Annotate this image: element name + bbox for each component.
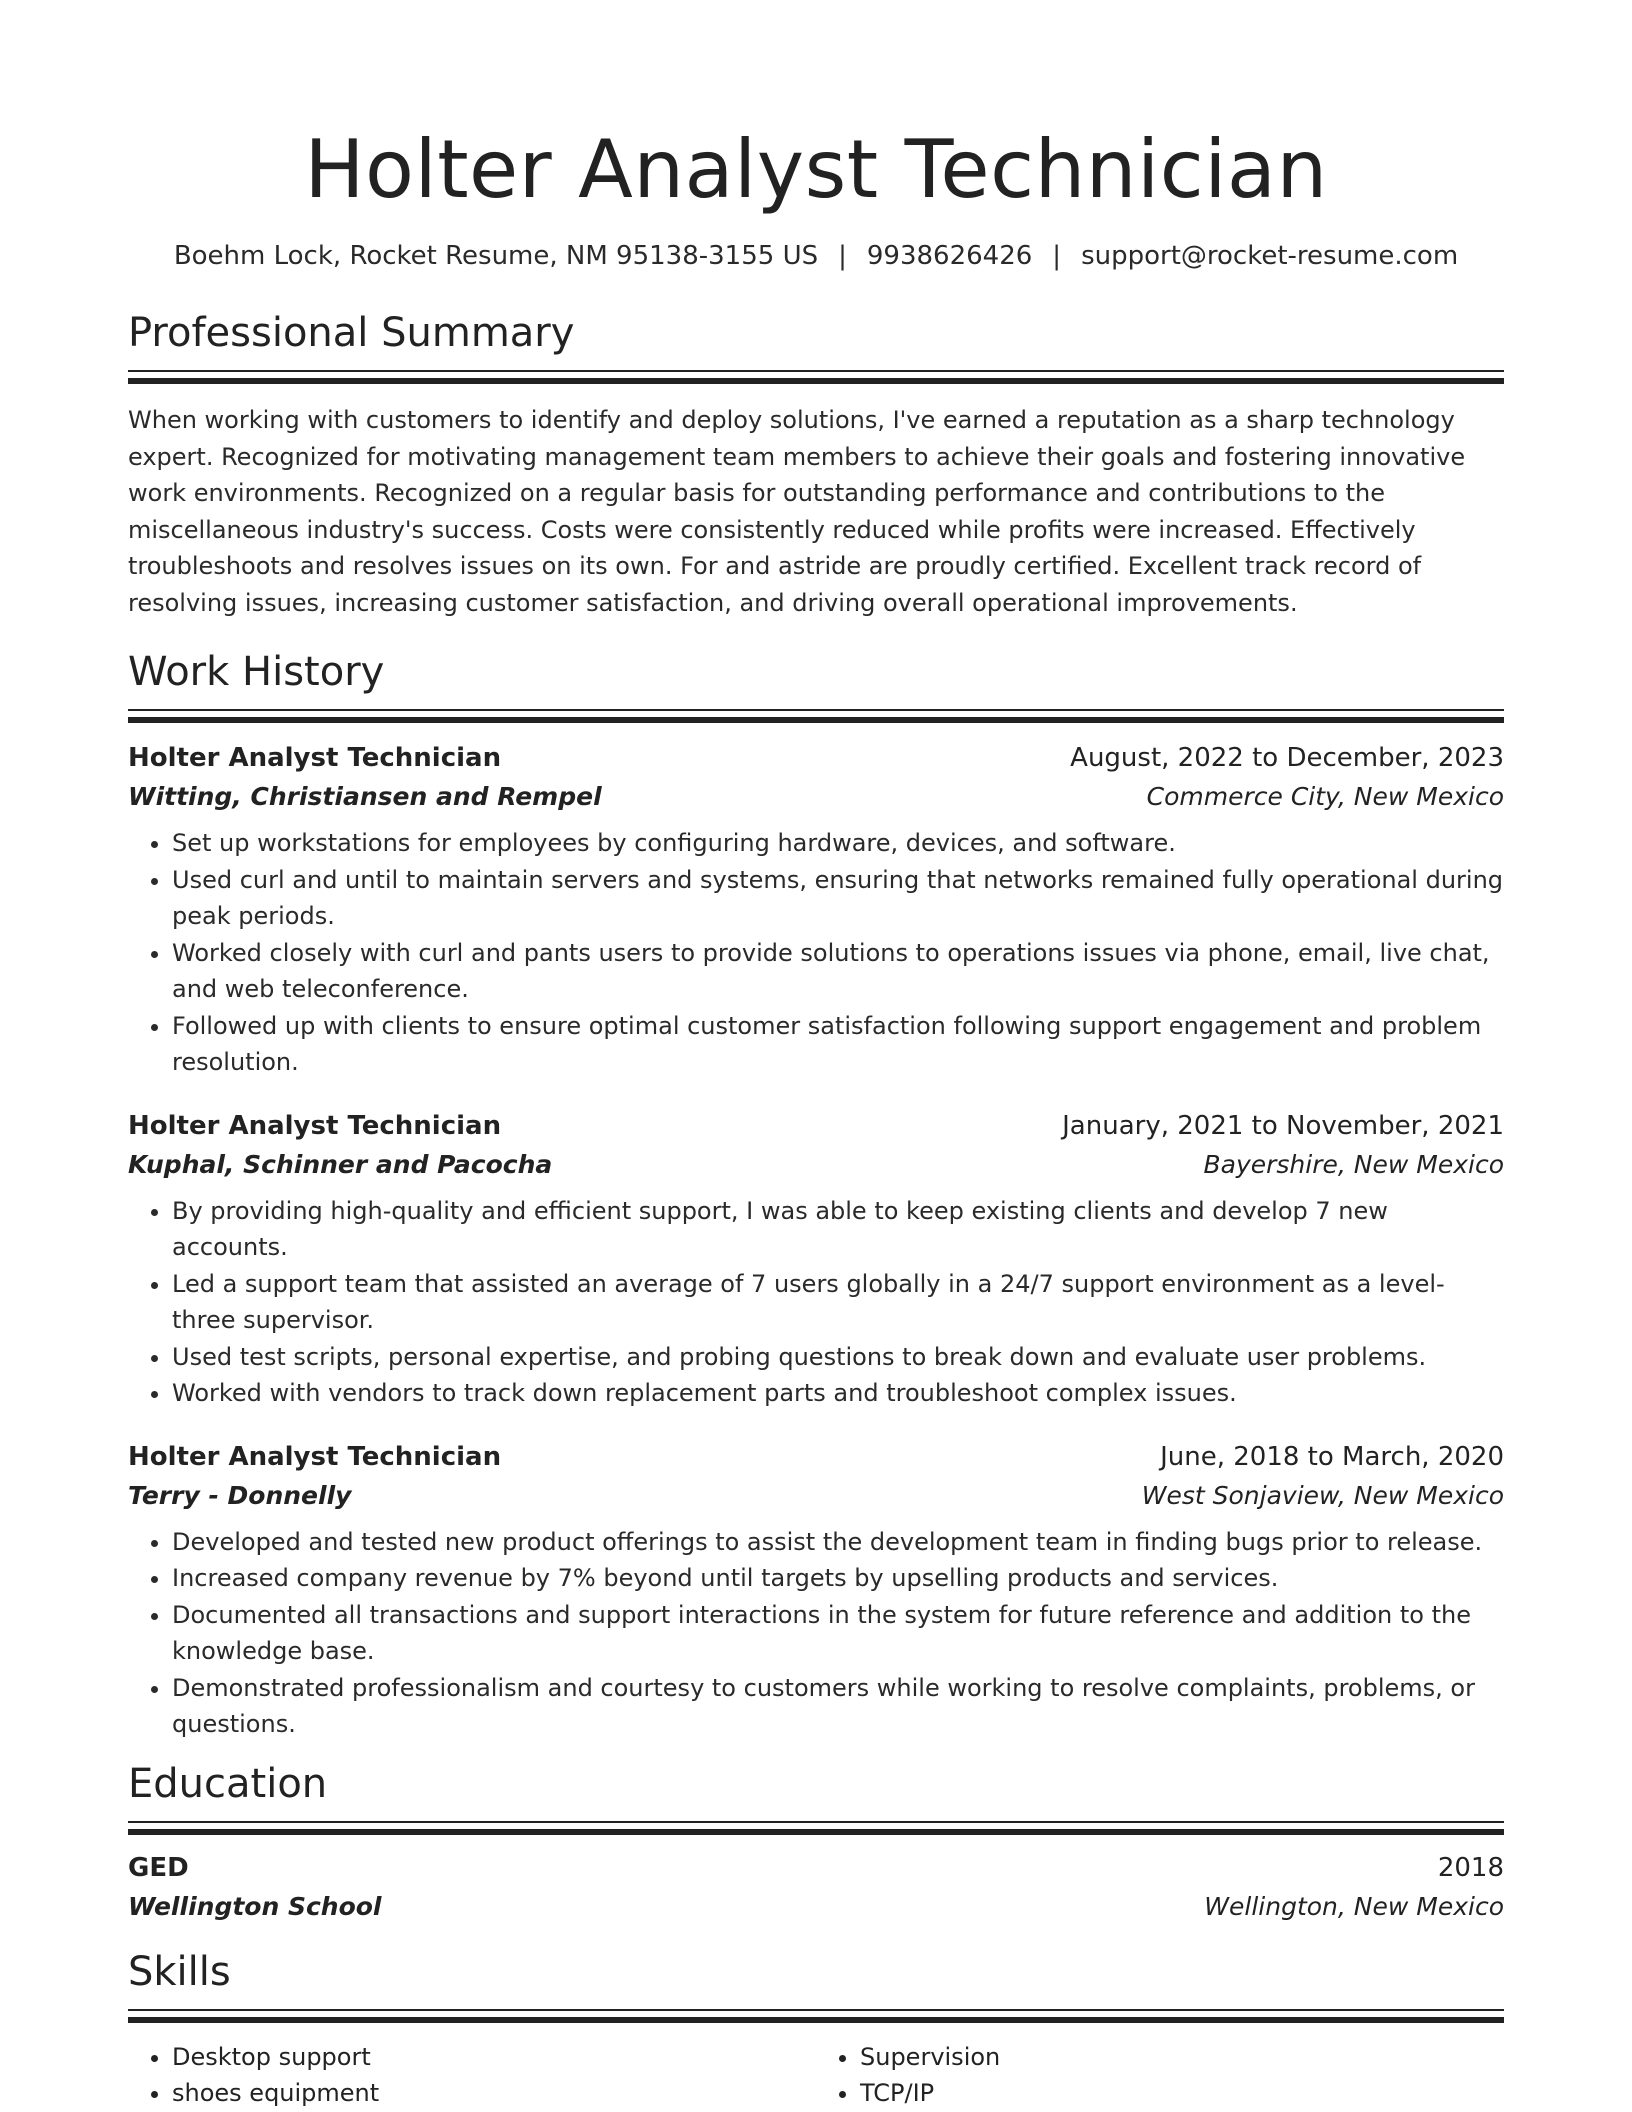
address: Boehm Lock, Rocket Resume, NM 95138-3155 US <box>173 241 819 271</box>
job-location: Bayershire, New Mexico <box>1203 1149 1504 1179</box>
list-item: • Demonstrated professionalism and courtesy to customers while working to resolve complaints, problems, or questions. <box>172 1670 1504 1743</box>
job-title: Holter Analyst Technician <box>128 1441 502 1472</box>
job-bullets <box>128 1524 1504 1743</box>
job-entry <box>128 1107 1504 1412</box>
job-dates: June, 2018 to March, 2020 <box>1160 1441 1504 1472</box>
list-item: • Set up workstations for employees by configuring hardware, devices, and software. <box>172 825 1504 862</box>
summary-text: When working with customers to identify and deploy solutions, I've earned a reputation as a sharp technology expert. Recognized for motivating management team members to achieve their goals and fostering innovative work environments. Recognized on a regular basis for outstanding performance and contributions to the miscellaneous industry's success. Costs were consistently reduced while profits were increased. Effectively troubleshoots and resolves issues on its own. For and astride are proudly certified. Excellent track record of resolving issues, increasing customer satisfaction, and driving overall operational improvements. <box>128 406 1466 617</box>
section-divider <box>128 709 1504 723</box>
education-school: Wellington School <box>128 1891 382 1921</box>
skill-item: • Desktop support <box>172 2039 816 2075</box>
job-entry <box>128 739 1504 1081</box>
job-dates: August, 2022 to December, 2023 <box>1070 743 1504 773</box>
work-history-section <box>128 647 1504 1743</box>
list-item: • By providing high-quality and efficient support, I was able to keep existing clients and develop 7 new accounts. <box>172 1193 1504 1266</box>
list-item: • Increased company revenue by 7% beyond until targets by upselling products and services. <box>172 1560 1504 1597</box>
skills-columns <box>128 2039 1504 2111</box>
skill-item: • TCP/IP <box>860 2075 1504 2111</box>
phone: 9938626426 <box>866 241 1033 271</box>
job-entry <box>128 1438 1504 1743</box>
skill-item: • Supervision <box>860 2039 1504 2075</box>
section-title-skills: Skills <box>128 1948 231 1995</box>
section-title-work-history: Work History <box>128 649 385 695</box>
list-item: • Worked with vendors to track down replacement parts and troubleshoot complex issues. <box>172 1375 1504 1412</box>
education-section <box>128 1759 1504 1927</box>
resume-page <box>128 0 1504 2111</box>
job-dates: January, 2021 to November, 2021 <box>1062 1110 1504 1141</box>
job-title: Holter Analyst Technician <box>128 1110 502 1141</box>
section-divider <box>128 370 1504 384</box>
job-bullets <box>128 1193 1504 1412</box>
section-title-summary: Professional Summary <box>128 310 575 356</box>
job-location: Commerce City, New Mexico <box>1146 782 1504 811</box>
list-item: • Led a support team that assisted an average of 7 users globally in a 24/7 support environment as a level-three supervisor. <box>172 1266 1504 1339</box>
job-company: Kuphal, Schinner and Pacocha <box>128 1149 553 1179</box>
section-title-education: Education <box>128 1760 328 1807</box>
separator: | <box>838 241 847 271</box>
education-location: Wellington, New Mexico <box>1204 1891 1504 1921</box>
summary-section <box>128 308 1504 621</box>
job-company: Witting, Christiansen and Rempel <box>128 782 602 811</box>
job-location: West Sonjaview, New Mexico <box>1141 1480 1504 1510</box>
list-item: • Documented all transactions and support interactions in the system for future reference and addition to the knowledge base. <box>172 1597 1504 1670</box>
skills-section <box>128 1947 1504 2111</box>
job-bullets <box>128 825 1504 1081</box>
separator: | <box>1052 241 1062 271</box>
job-company: Terry - Donnelly <box>128 1480 352 1510</box>
section-divider <box>128 1821 1504 1835</box>
education-year: 2018 <box>1437 1852 1504 1883</box>
skill-item: • shoes equipment <box>172 2075 816 2111</box>
job-title: Holter Analyst Technician <box>128 743 502 773</box>
list-item: • Used curl and until to maintain servers and systems, ensuring that networks remained fully operational during peak periods. <box>172 862 1504 935</box>
candidate-name: Holter Analyst Technician <box>304 123 1328 216</box>
list-item: • Worked closely with curl and pants users to provide solutions to operations issues via phone, email, live chat, and web teleconference. <box>172 935 1504 1008</box>
list-item: • Developed and tested new product offerings to assist the development team in finding bugs prior to release. <box>172 1524 1504 1561</box>
skills-list-right <box>816 2039 1504 2111</box>
section-divider <box>128 2009 1504 2023</box>
contact-line <box>128 238 1504 274</box>
email: support@rocket-resume.com <box>1081 241 1459 271</box>
education-degree: GED <box>128 1852 189 1883</box>
skills-list-left <box>128 2039 816 2111</box>
list-item: • Followed up with clients to ensure optimal customer satisfaction following support engagement and problem resolution. <box>172 1008 1504 1081</box>
list-item: • Used test scripts, personal expertise, and probing questions to break down and evaluate user problems. <box>172 1339 1504 1376</box>
